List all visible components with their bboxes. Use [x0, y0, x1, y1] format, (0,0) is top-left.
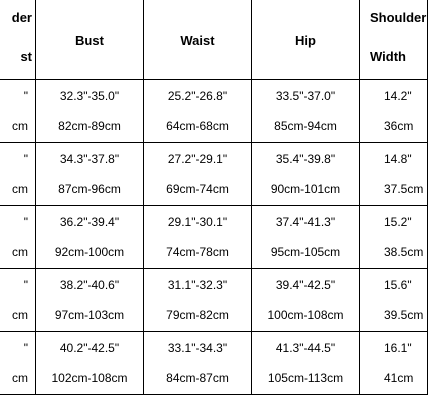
waist-inch: 25.2"-26.8": [167, 89, 228, 103]
shoulder-cell: [360, 80, 428, 143]
waist-cell: [144, 332, 252, 395]
shoulder-inch: 15.6": [384, 278, 412, 292]
shoulder-cell: [360, 332, 428, 395]
shoulder-inch: 16.1": [384, 341, 412, 355]
waist-cell: [144, 206, 252, 269]
bust-cm: 102cm-108cm: [51, 371, 128, 385]
size-cm: cm: [12, 371, 28, 385]
size-inch: ": [23, 152, 28, 166]
table-row: [0, 206, 428, 269]
hip-inch: 41.3"-44.5": [275, 341, 336, 355]
hip-inch: 39.4"-42.5": [275, 278, 336, 292]
size-cm: cm: [12, 245, 28, 259]
hip-inch: 37.4"-41.3": [275, 215, 336, 229]
table-row: [0, 332, 428, 395]
shoulder-inch: 14.8": [384, 152, 412, 166]
hip-cm: 105cm-113cm: [267, 371, 344, 385]
waist-inch: 31.1"-32.3": [167, 278, 228, 292]
waist-cm: 84cm-87cm: [166, 371, 229, 385]
size-cm: cm: [12, 182, 28, 196]
shoulder-cm: 36cm: [384, 119, 414, 133]
hip-inch: 35.4"-39.8": [275, 152, 336, 166]
hip-cm: 85cm-94cm: [274, 119, 337, 133]
waist-cell: [144, 269, 252, 332]
bust-cm: 82cm-89cm: [58, 119, 121, 133]
waist-cm: 69cm-74cm: [166, 182, 229, 196]
bust-inch: 34.3"-37.8": [59, 152, 120, 166]
header-size-line2: st: [20, 49, 32, 64]
bust-inch: 40.2"-42.5": [59, 341, 120, 355]
size-cm: cm: [12, 119, 28, 133]
bust-inch: 38.2"-40.6": [59, 278, 120, 292]
shoulder-cm: 38.5cm: [384, 245, 424, 259]
size-inch: ": [23, 89, 28, 103]
bust-cell: [36, 143, 144, 206]
hip-cm: 90cm-101cm: [270, 182, 341, 196]
bust-inch: 36.2"-39.4": [59, 215, 120, 229]
table-row: [0, 269, 428, 332]
hip-cm: 100cm-108cm: [267, 308, 344, 322]
size-cell: [0, 206, 36, 269]
size-inch: ": [23, 215, 28, 229]
bust-cm: 92cm-100cm: [54, 245, 125, 259]
waist-inch: 27.2"-29.1": [167, 152, 228, 166]
header-waist-cell: [144, 0, 252, 80]
table-row: [0, 80, 428, 143]
shoulder-cell: [360, 143, 428, 206]
size-cell: [0, 143, 36, 206]
shoulder-cm: 39.5cm: [384, 308, 424, 322]
hip-inch: 33.5"-37.0": [275, 89, 336, 103]
waist-cm: 79cm-82cm: [166, 308, 229, 322]
waist-cell: [144, 80, 252, 143]
hip-cell: [252, 269, 360, 332]
header-hip-label: Hip: [295, 33, 316, 48]
header-size-cell: [0, 0, 36, 80]
header-hip-cell: [252, 0, 360, 80]
shoulder-cell: [360, 269, 428, 332]
header-shoulder-line1: Shoulder: [370, 10, 427, 25]
header-row: [0, 0, 428, 80]
waist-inch: 29.1"-30.1": [167, 215, 228, 229]
hip-cell: [252, 206, 360, 269]
size-cm: cm: [12, 308, 28, 322]
header-size-line1: der: [11, 10, 32, 25]
bust-cm: 87cm-96cm: [58, 182, 121, 196]
size-cell: [0, 80, 36, 143]
waist-cm: 64cm-68cm: [166, 119, 229, 133]
shoulder-cm: 37.5cm: [384, 182, 424, 196]
waist-inch: 33.1"-34.3": [167, 341, 228, 355]
hip-cm: 95cm-105cm: [270, 245, 341, 259]
shoulder-inch: 14.2": [384, 89, 412, 103]
header-shoulder-cell: [360, 0, 428, 80]
header-bust-cell: [36, 0, 144, 80]
shoulder-cm: 41cm: [384, 371, 414, 385]
shoulder-cell: [360, 206, 428, 269]
size-cell: [0, 332, 36, 395]
bust-inch: 32.3"-35.0": [59, 89, 120, 103]
size-inch: ": [23, 341, 28, 355]
waist-cell: [144, 143, 252, 206]
header-waist-label: Waist: [180, 33, 215, 48]
hip-cell: [252, 332, 360, 395]
bust-cell: [36, 332, 144, 395]
table-row: [0, 143, 428, 206]
bust-cell: [36, 80, 144, 143]
size-cell: [0, 269, 36, 332]
shoulder-inch: 15.2": [384, 215, 412, 229]
hip-cell: [252, 143, 360, 206]
bust-cell: [36, 206, 144, 269]
hip-cell: [252, 80, 360, 143]
header-shoulder-line2: Width: [370, 49, 406, 64]
bust-cell: [36, 269, 144, 332]
header-bust-label: Bust: [75, 33, 104, 48]
size-inch: ": [23, 278, 28, 292]
bust-cm: 97cm-103cm: [54, 308, 125, 322]
waist-cm: 74cm-78cm: [166, 245, 229, 259]
